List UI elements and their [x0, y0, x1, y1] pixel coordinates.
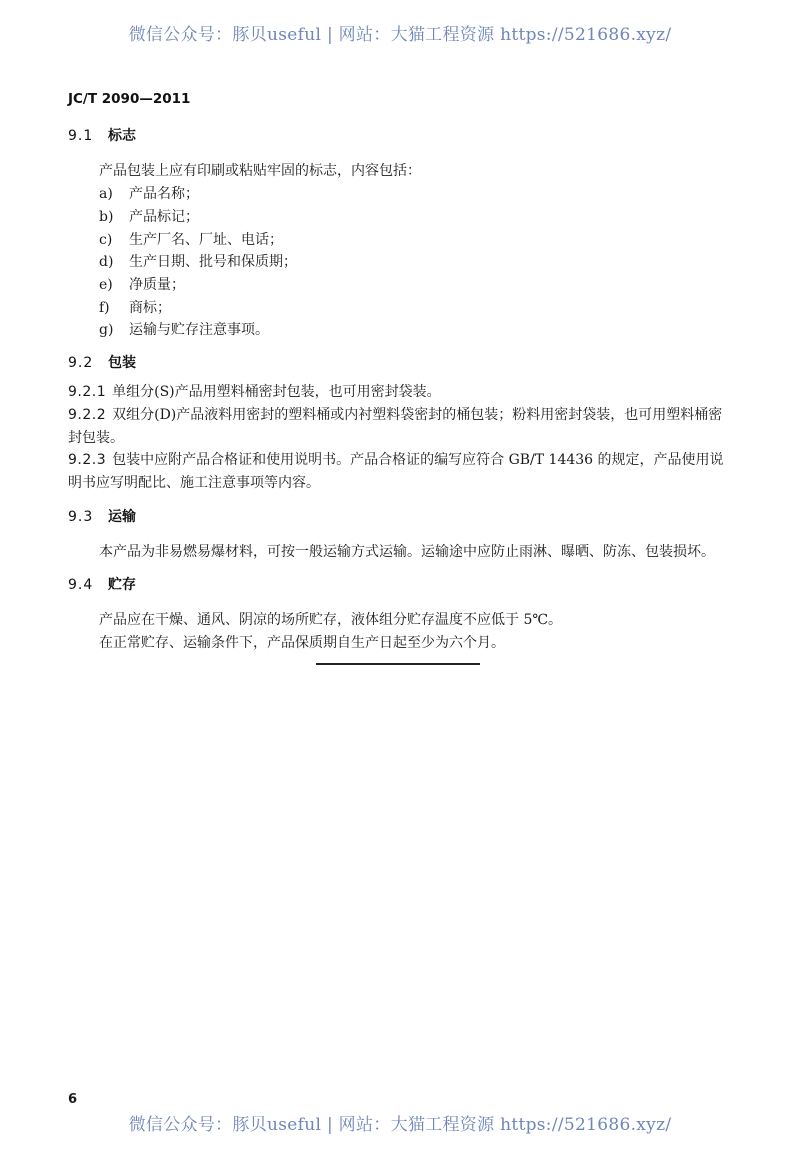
clause-9-2-3: 9.2.3 包装中应附产品合格证和使用说明书。产品合格证的编写应符合 GB/T 14436 的规定，产品使用说明书应写明配比、施工注意事项等内容。	[68, 452, 724, 491]
watermark-top: 微信公众号：豚贝useful | 网站：大猫工程资源 https://521686.xyz/	[128, 25, 672, 45]
list-item: e) 净质量；	[99, 277, 185, 293]
section-text: 在正常贮存、运输条件下，产品保质期自生产日起至少为六个月。	[99, 635, 505, 651]
section-heading-9-2	[68, 352, 136, 372]
standard-code: JC/T 2090—2011	[68, 91, 191, 107]
clause-9-2-1: 9.2.1 单组分(S)产品用塑料桶密封包装，也可用密封袋装。	[68, 384, 441, 400]
section-number: 9.2	[68, 355, 94, 371]
section-number: 9.3	[68, 509, 94, 525]
section-text: 产品应在干燥、通风、阴凉的场所贮存，液体组分贮存温度不应低于 5℃。	[99, 612, 563, 628]
section-title: 运输	[108, 509, 136, 525]
clause-9-2-2: 9.2.2 双组分(D)产品液料用密封的塑料桶或内衬塑料袋密封的桶包装；粉料用密封袋装，也可用塑料桶密封包装。	[68, 407, 723, 446]
section-title: 包装	[108, 355, 136, 371]
section-title: 贮存	[108, 577, 136, 593]
section-intro: 产品包装上应有印刷或粘贴牢固的标志，内容包括：	[99, 163, 421, 179]
section-heading-9-1	[68, 125, 136, 145]
list-item: c) 生产厂名、厂址、电话；	[99, 232, 283, 248]
list-item: a) 产品名称；	[99, 186, 199, 202]
section-title: 标志	[108, 128, 136, 144]
list-item: f) 商标；	[99, 300, 171, 316]
section-heading-9-4	[68, 574, 136, 594]
list-item: d) 生产日期、批号和保质期；	[99, 254, 297, 270]
list-item: b) 产品标记；	[99, 209, 199, 225]
watermark-bottom: 微信公众号：豚贝useful | 网站：大猫工程资源 https://521686.xyz/	[128, 1115, 672, 1135]
section-number: 9.1	[68, 128, 94, 144]
list-item: g) 运输与贮存注意事项。	[99, 322, 269, 338]
end-rule	[316, 663, 480, 665]
page-number: 6	[68, 1092, 78, 1107]
section-heading-9-3	[68, 506, 136, 526]
section-text: 本产品为非易燃易爆材料，可按一般运输方式运输。运输途中应防止雨淋、曝晒、防冻、包装损坏。	[99, 544, 715, 560]
section-number: 9.4	[68, 577, 94, 593]
